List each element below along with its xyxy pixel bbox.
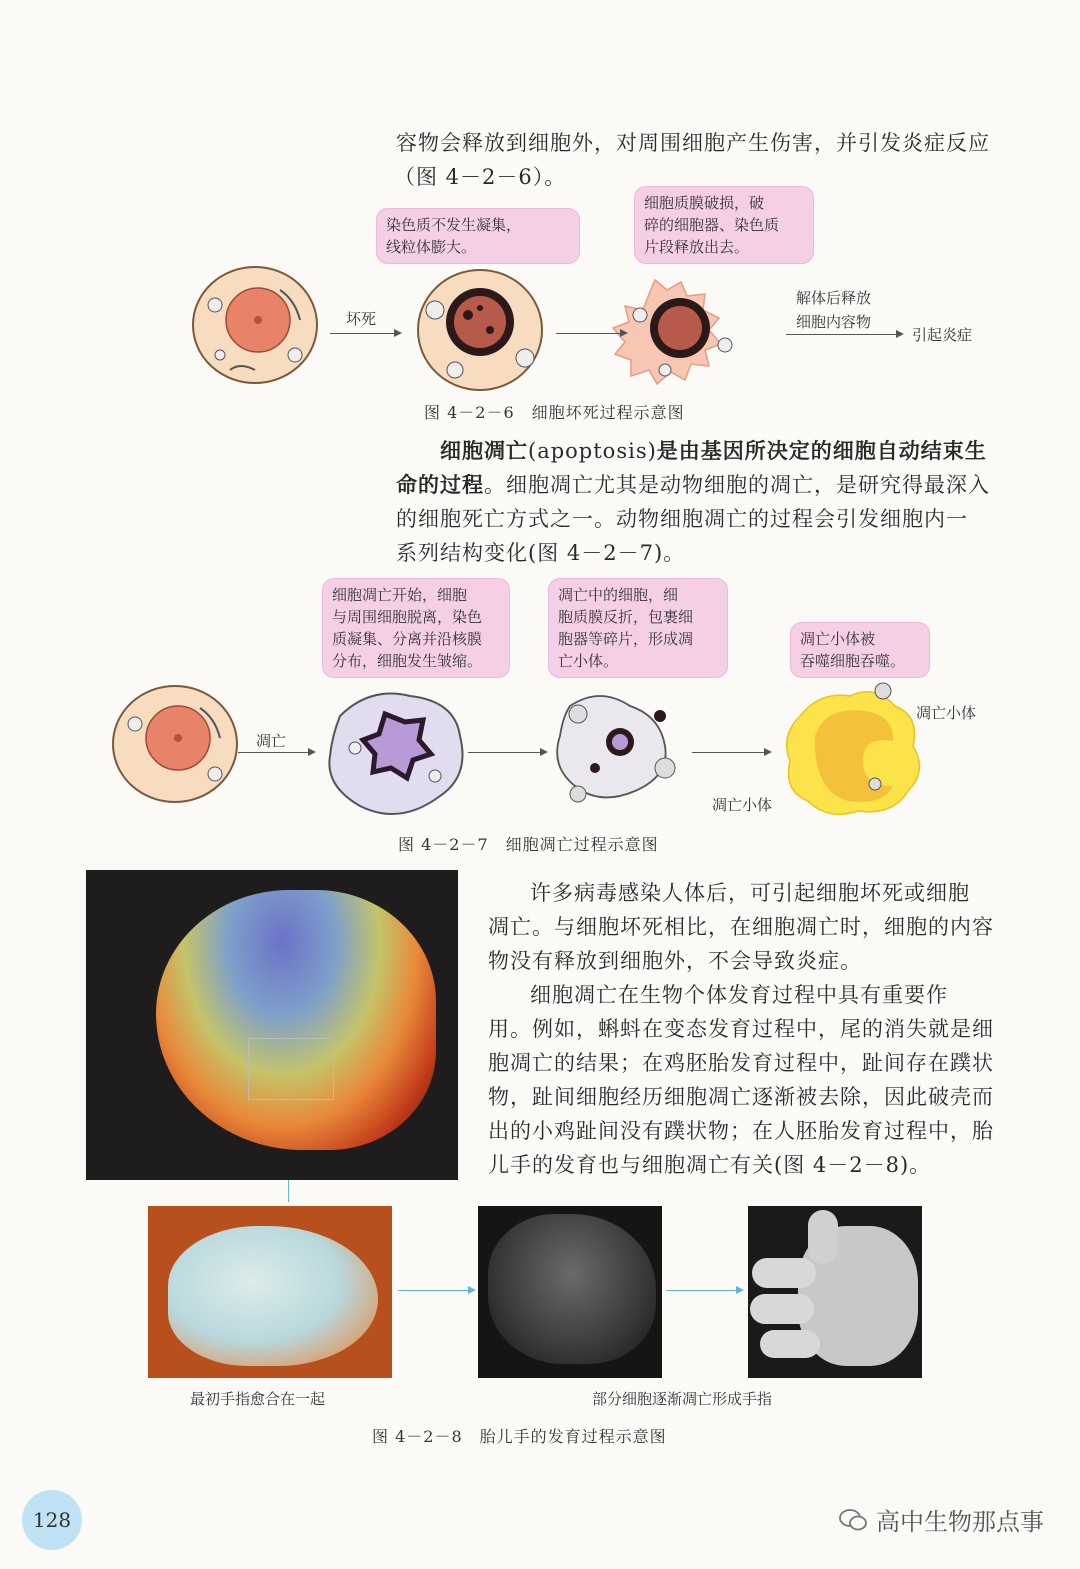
hand-arrow-2 <box>666 1290 742 1291</box>
term-apoptosis: 细胞凋亡 <box>440 438 528 463</box>
shrinking-cell <box>329 694 462 815</box>
hand-label-left: 最初手指愈合在一起 <box>190 1390 326 1408</box>
term-english: (apoptosis) <box>528 439 657 463</box>
necrosis-diagram <box>180 260 800 400</box>
page-number: 128 <box>22 1490 82 1550</box>
right-para-2-line-1: 细胞凋亡在生物个体发育过程中具有重要作 <box>530 983 948 1007</box>
right-para-2-line-2: 用。例如，蝌蚪在变态发育过程中，尾的消失就是细 <box>488 1017 994 1041</box>
callout-line: 凋亡小体被 <box>800 630 876 648</box>
callout-line: 与周围细胞脱离，染色 <box>332 608 483 626</box>
embryo-body <box>156 890 436 1150</box>
necrosis-arrow-label: 坏死 <box>346 310 377 328</box>
finger <box>750 1294 814 1324</box>
definition-bold-end: 命的过程 <box>396 472 484 497</box>
necrosis-arrow-1 <box>330 333 400 334</box>
apoptosis-callout-1 <box>322 578 510 678</box>
figure-426-caption: 图 4－2－6 细胞坏死过程示意图 <box>424 403 685 422</box>
apoptotic-body-label-bottom: 凋亡小体 <box>712 796 773 814</box>
right-para-2-line-4: 物，趾间细胞经历细胞凋亡逐渐被去除，因此破壳而 <box>488 1085 994 1109</box>
intro-line-1: 容物会释放到细胞外，对周围细胞产生伤害，并引发炎症反应 <box>396 131 990 155</box>
callout-line: 胞器等碎片，形成凋 <box>558 630 694 648</box>
apoptosis-para-line-3: 的细胞死亡方式之一。动物细胞凋亡的过程会引发细胞内一 <box>396 507 968 531</box>
thumb <box>808 1210 838 1264</box>
hand-ridges <box>488 1214 656 1364</box>
wechat-icon <box>838 1507 868 1533</box>
apoptosis-arrow-3 <box>692 752 770 753</box>
figure-427-caption: 图 4－2－7 细胞凋亡过程示意图 <box>398 835 659 854</box>
callout-line: 凋亡中的细胞，细 <box>558 586 679 604</box>
hand-highlight-box <box>248 1038 334 1100</box>
release-line: 细胞内容物 <box>796 313 872 331</box>
right-para-2-line-5: 出的小鸡趾间没有蹼状物；在人胚胎发育过程中，胎 <box>488 1119 994 1143</box>
apoptosis-para-line-1 <box>440 434 987 468</box>
normal-cell <box>113 686 237 802</box>
apoptosis-callout-2 <box>548 578 728 678</box>
watermark-text: 高中生物那点事 <box>876 1508 1044 1536</box>
apoptosis-arrow-1 <box>238 752 314 753</box>
photo-connector <box>288 1180 289 1202</box>
release-label <box>796 286 871 334</box>
right-para-1-line-3: 物没有释放到细胞外，不会导致炎症。 <box>488 949 862 973</box>
callout-line: 细胞凋亡开始，细胞 <box>332 586 468 604</box>
hand-stage-2-photo <box>478 1206 662 1378</box>
necrosis-arrow-2 <box>556 333 626 334</box>
embryo-photo <box>86 870 458 1180</box>
callout-line: 线粒体膨大。 <box>386 238 477 256</box>
callout-line: 吞噬细胞吞噬。 <box>800 652 906 670</box>
callout-line: 亡小体。 <box>558 652 619 670</box>
finger <box>760 1330 820 1358</box>
callout-line: 细胞质膜破损，破 <box>644 194 765 212</box>
hand-label-right: 部分细胞逐渐凋亡形成手指 <box>592 1390 773 1408</box>
ruptured-cell <box>613 280 732 384</box>
apoptosis-para-line-2 <box>396 468 990 502</box>
callout-line: 质凝集、分离并沿核膜 <box>332 630 483 648</box>
watermark <box>838 1502 1044 1537</box>
apoptosis-arrow-label: 凋亡 <box>256 732 287 750</box>
normal-cell <box>193 267 317 383</box>
hand-stage-1-photo <box>148 1206 392 1378</box>
right-para-2-line-6: 儿手的发育也与细胞凋亡有关(图 4－2－8)。 <box>488 1153 932 1177</box>
necrosis-callout-1 <box>376 208 580 264</box>
necrosis-callout-2 <box>634 186 814 264</box>
hand-arrow-1 <box>398 1290 474 1291</box>
figure-428-caption: 图 4－2－8 胎儿手的发育过程示意图 <box>372 1427 667 1446</box>
callout-line: 碎的细胞器、染色质 <box>644 216 780 234</box>
hand-stage-3-photo <box>748 1206 922 1378</box>
swollen-cell <box>418 270 542 390</box>
necrosis-arrow-3 <box>786 334 902 335</box>
fragmenting-cell <box>557 696 675 802</box>
intro-line-2: （图 4－2－6）。 <box>394 165 567 189</box>
right-para-2-line-3: 胞凋亡的结果；在鸡胚胎发育过程中，趾间存在蹼状 <box>488 1051 994 1075</box>
callout-line: 胞质膜反折，包裹细 <box>558 608 694 626</box>
phagocyte <box>787 683 920 814</box>
apoptosis-callout-3 <box>790 622 930 678</box>
apoptosis-diagram <box>100 676 940 826</box>
definition-bold: 是由基因所决定的细胞自动结束生 <box>656 438 987 463</box>
hand-plate <box>168 1226 378 1366</box>
apoptosis-arrow-2 <box>468 752 546 753</box>
para-text: 。细胞凋亡尤其是动物细胞的凋亡，是研究得最深入 <box>484 473 990 497</box>
inflammation-label: 引起炎症 <box>912 326 973 344</box>
apoptotic-body-label-right: 凋亡小体 <box>916 704 977 722</box>
apoptosis-para-line-4: 系列结构变化(图 4－2－7)。 <box>396 541 686 565</box>
finger <box>752 1258 816 1288</box>
callout-line: 分布，细胞发生皱缩。 <box>332 652 483 670</box>
release-line: 解体后释放 <box>796 289 872 307</box>
right-para-1-line-1: 许多病毒感染人体后，可引起细胞坏死或细胞 <box>530 881 970 905</box>
callout-line: 片段释放出去。 <box>644 238 750 256</box>
right-para-1-line-2: 凋亡。与细胞坏死相比，在细胞凋亡时，细胞的内容 <box>488 915 994 939</box>
callout-line: 染色质不发生凝集， <box>386 216 522 234</box>
